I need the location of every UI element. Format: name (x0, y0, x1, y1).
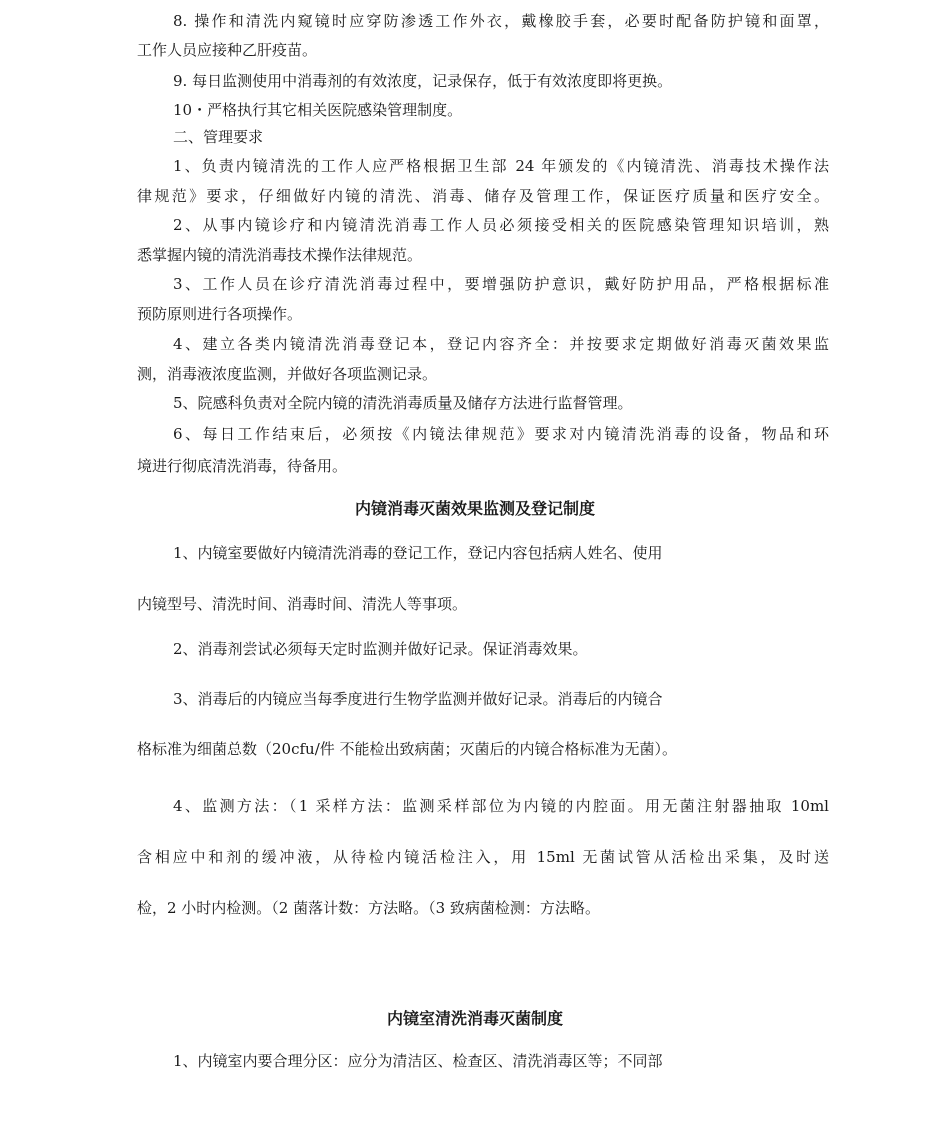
section-heading: 二、管理要求 (173, 128, 264, 146)
paragraph-line: 4、监测方法：（1 采样方法：监测采样部位为内镜的内腔面。用无菌注射器抽取 10ml (173, 797, 829, 815)
paragraph-line: 内镜型号、清洗时间、消毒时间、清洗人等事项。 (137, 595, 468, 613)
paragraph-line: 2、从事内镜诊疗和内镜清洗消毒工作人员必须接受相关的医院感染管理知识培训，熟 (173, 216, 829, 234)
paragraph-line: 1、内镜室内要合理分区：应分为清洁区、检查区、清洗消毒区等；不同部 (173, 1052, 663, 1070)
paragraph-line: 格标准为细菌总数（20cfu/件 不能检出致病菌；灭菌后的内镜合格标准为无菌）。 (137, 740, 678, 758)
paragraph-line: 1、内镜室要做好内镜清洗消毒的登记工作，登记内容包括病人姓名、使用 (173, 544, 663, 562)
paragraph-line: 4、建立各类内镜清洗消毒登记本，登记内容齐全：并按要求定期做好消毒灭菌效果监 (173, 335, 829, 353)
paragraph-line: 悉掌握内镜的清洗消毒技术操作法律规范。 (137, 246, 423, 264)
paragraph-line: 8. 操作和清洗内窥镜时应穿防渗透工作外衣，戴橡胶手套，必要时配备防护镜和面罩， (173, 12, 829, 30)
paragraph-line: 10・严格执行其它相关医院感染管理制度。 (173, 101, 463, 119)
paragraph-line: 律规范》要求，仔细做好内镜的清洗、消毒、储存及管理工作，保证医疗质量和医疗安全。 (137, 187, 829, 205)
paragraph-line: 测，消毒液浓度监测，并做好各项监测记录。 (137, 365, 438, 383)
paragraph-line: 工作人员应接种乙肝疫苗。 (137, 41, 318, 59)
paragraph-line: 2、消毒剂尝试必须每天定时监测并做好记录。保证消毒效果。 (173, 640, 588, 658)
paragraph-line: 境进行彻底清洗消毒，待备用。 (137, 457, 348, 475)
section-title: 内镜消毒灭菌效果监测及登记制度 (354, 499, 595, 518)
section-title: 内镜室清洗消毒灭菌制度 (386, 1009, 563, 1028)
paragraph-line: 3、工作人员在诊疗清洗消毒过程中，要增强防护意识，戴好防护用品，严格根据标准 (173, 275, 829, 293)
paragraph-line: 预防原则进行各项操作。 (137, 305, 303, 323)
paragraph-line: 检，2 小时内检测。（2 菌落计数：方法略。（3 致病菌检测：方法略。 (137, 899, 600, 917)
paragraph-line: 1、负责内镜清洗的工作人应严格根据卫生部 24 年颁发的《内镜清洗、消毒技术操作法 (173, 157, 829, 175)
paragraph-line: 9. 每日监测使用中消毒剂的有效浓度，记录保存，低于有效浓度即将更换。 (173, 72, 673, 90)
paragraph-line: 3、消毒后的内镜应当每季度进行生物学监测并做好记录。消毒后的内镜合 (173, 690, 663, 708)
paragraph-line: 5、院感科负责对全院内镜的清洗消毒质量及储存方法进行监督管理。 (173, 394, 633, 412)
paragraph-line: 6、每日工作结束后，必须按《内镜法律规范》要求对内镜清洗消毒的设备，物品和环 (173, 425, 829, 443)
paragraph-line: 含相应中和剂的缓冲液，从待检内镜活检注入，用 15ml 无菌试管从活检出采集，及时送 (137, 848, 829, 866)
